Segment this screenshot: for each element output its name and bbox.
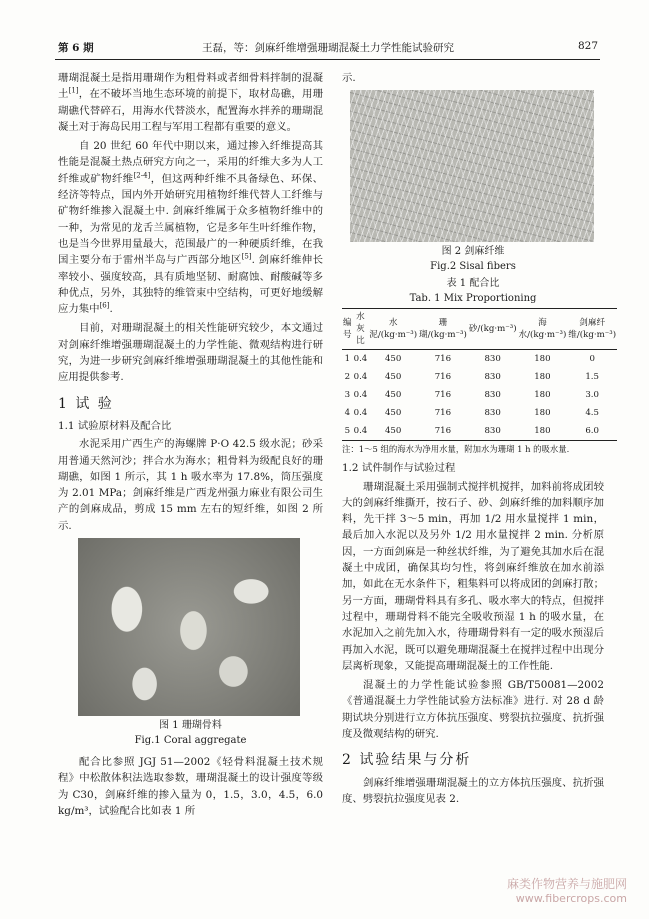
table-cell: 4 [344,408,351,419]
intro-paragraph-2: 自 20 世纪 60 年代中期以来，通过掺入纤维提高其性能是混凝土热点研究方向之一，采用的纤维大多为人工纤维或矿物纤维[2-4]，但这两种纤维不具备绿色、环保、经济等特点，国内外开始研究用植物纤维代替人工纤维与矿物纤维掺入混凝土中. 剑麻纤维属于众多植物纤维中的一种，为常见的龙舌兰属植物，它是多年生叶纤维作物，也是当今世界用量最大，范围最广的一种硬质纤维，在我国主要分布于雷州半岛与广西部分地区[5]. 剑麻纤维伸长率较小、强度较高，具有质地坚韧、耐腐蚀、耐酸碱等多种优点，另外，其独特的维管束中空结构，可更好地缓解应力集中[6]. [58,140,324,316]
table-cell: 180 [534,426,551,437]
citation: [1] [68,86,79,95]
results-paragraph: 剑麻纤维增强珊瑚混凝土的立方体抗压强度、抗折强度、劈裂抗拉强度见表 2. [342,776,604,805]
watermark [507,875,627,905]
page-number: 827 [577,40,598,52]
table-1-title-cn: 表 1 配合比 [446,278,500,290]
table-cell: 180 [534,354,551,365]
table-cell: 716 [434,354,452,365]
left-column [58,70,323,822]
header-rule [55,59,600,60]
table-header-row [342,309,617,350]
table-row [342,350,617,369]
intro-paragraph-1: 珊瑚混凝土是指用珊瑚作为粗骨料或者细骨料拌制的混凝土[1]，在不破坏当地生态环境的前提下，取材岛礁，用珊瑚礁代替碎石，用海水代替淡水，配置海水拌养的珊瑚混凝土对于海岛民用工程与军用工程都有重要的意义。 [58,72,324,133]
citation: [2-4] [133,171,151,180]
table-cell: 716 [434,408,452,419]
coral-aggregate-image [78,538,300,716]
intro-paragraph-3: 目前，对珊瑚混凝土的相关性能研究较少，本文通过对剑麻纤维增强珊瑚混凝土的力学性能、微观结构进行研究，为进一步研究剑麻纤维增强珊瑚混凝土的其他性能和应用提供参考. [58,322,323,384]
table-cell: 180 [534,372,551,383]
section-1-heading: 1 试 验 [58,395,114,412]
table-cell: 0.4 [353,390,368,401]
table-row [342,368,617,386]
table-cell: 0 [589,354,595,365]
subsection-1-1-heading: 1.1 试验原材料及配合比 [58,419,172,432]
table-cell: 830 [484,426,501,437]
table-cell: 450 [384,426,402,437]
table-cell: 2 [344,372,351,383]
table-cell: 450 [384,372,402,383]
table-row [342,422,617,441]
table-cell: 830 [484,390,501,401]
table-cell: 830 [484,372,501,383]
table-cell: 6.0 [585,426,599,437]
continued-text: 示. [342,72,356,84]
table-cell: 450 [384,390,402,401]
watermark-text: 麻类作物营养与施肥网 [506,877,627,891]
table-cell: 716 [434,372,452,383]
table-cell: 5 [344,426,351,437]
table-cell: 0.4 [353,354,368,365]
table-header-cell: 水灰比 [356,312,365,347]
table-header-cell: 砂/(kg·m⁻³) [468,324,517,335]
issue-number: 第 6 期 [58,42,94,54]
table-cell: 830 [484,408,501,419]
table-row [342,386,617,404]
table-cell: 180 [534,408,551,419]
table-cell: 1.5 [585,372,599,383]
running-title: 王磊，等：剑麻纤维增强珊瑚混凝土力学性能试验研究 [202,42,454,54]
table-header-cell: 剑麻纤维/(kg·m⁻³) [568,318,617,341]
figure-2-caption-cn: 图 2 剑麻纤维 [441,246,505,258]
figure-2-caption-en: Fig.2 Sisal fibers [430,261,516,273]
table-header-cell: 水泥/(kg·m⁻³) [369,318,418,341]
mix-paragraph: 配合比参照 JGJ 51—2002《轻骨料混凝土技术规程》中松散体积法选取参数，珊瑚混凝土的设计强度等级为 C30，剑麻纤维的掺入量为 0，1.5，3.0，4.5，6.0 kg/m³，试验配合比如表 1 所 [58,756,323,817]
table-cell: 716 [434,390,452,401]
table-row [342,404,617,422]
table-note: 注：1～5 组的海水为净用水量，附加水为珊瑚 1 h 的吸水量. [342,444,570,455]
table-cell: 0.4 [353,372,368,383]
running-header [58,40,598,56]
table-header-cell: 珊瑚/(kg·m⁻³) [419,318,467,341]
table-cell: 3.0 [585,390,599,401]
table-cell: 450 [384,408,402,419]
citation: [5] [241,252,252,261]
table-1-title-en: Tab. 1 Mix Proportioning [409,293,537,305]
subsection-1-2-heading: 1.2 试件制作与试验过程 [342,462,456,475]
procedure-paragraph: 珊瑚混凝土采用强制式搅拌机搅拌，加料前将成团较大的剑麻纤维撕开，按石子、砂、剑麻纤维的加料顺序加料，先干拌 3～5 min，再加 1/2 用水量搅拌 1 min，最后加入水泥以及另外 1/2 用水量搅拌 2 min. 分析原因，一方面剑麻是一种丝状纤维，为了避免其加水后在混凝土中成团，确保其均匀性，将剑麻纤维放在加水前添加，如此在无水条件下，粗集料可以将成团的剑麻打散；另一方面，珊瑚骨料具有多孔、吸水率大的特点，但搅拌过程中，珊瑚骨料不能完全吸收预湿 1 h 的吸水量，在水泥加入之前先加入水，待珊瑚骨料有一定的吸水预湿后再加入水泥，既可以避免珊瑚混凝土在搅拌过程中出现分层离析现象，又能提高珊瑚混凝土的工作性能. [342,480,604,672]
sisal-fibers-image [350,90,594,242]
materials-paragraph: 水泥采用广西生产的海螺牌 P·O 42.5 级水泥；砂采用普通天然河沙；拌合水为海水；粗骨料为级配良好的珊瑚礁，如图 1 所示，其 1 h 吸水率为 17.8%，筒压强度为 2.01 MPa；剑麻纤维是广西龙州强力麻业有限公司生产的剑麻成品，剪成 15 mm 左右的短纤维，如图 2 所示. [58,438,323,532]
table-cell: 0.4 [353,426,368,437]
table-cell: 4.5 [585,408,599,419]
table-cell: 716 [434,426,452,437]
watermark-url: www.fibercrops.com [515,892,627,905]
figure-1-caption-en: Fig.1 Coral aggregate [134,735,247,747]
section-2-heading: 2 试验结果与分析 [342,752,472,769]
mix-proportion-table [342,308,617,441]
table-cell: 3 [344,390,351,401]
table-header-cell: 编号 [343,318,352,341]
citation: [6] [99,301,110,310]
table-cell: 450 [384,354,402,365]
table-cell: 0.4 [353,408,368,419]
table-header-cell: 海水/(kg·m⁻³) [518,318,567,341]
test-standard-paragraph: 混凝土的力学性能试验参照 GB/T50081—2002《普通混凝土力学性能试验方法标准》进行. 对 28 d 龄期试块分别进行立方体抗压强度、劈裂抗拉强度、抗折强度及微观结构的研究. [342,679,604,741]
table-cell: 830 [484,354,501,365]
table-cell: 1 [344,354,351,365]
table-cell: 180 [534,390,551,401]
figure-1-caption-cn: 图 1 珊瑚骨料 [159,720,222,732]
right-column [342,70,617,810]
